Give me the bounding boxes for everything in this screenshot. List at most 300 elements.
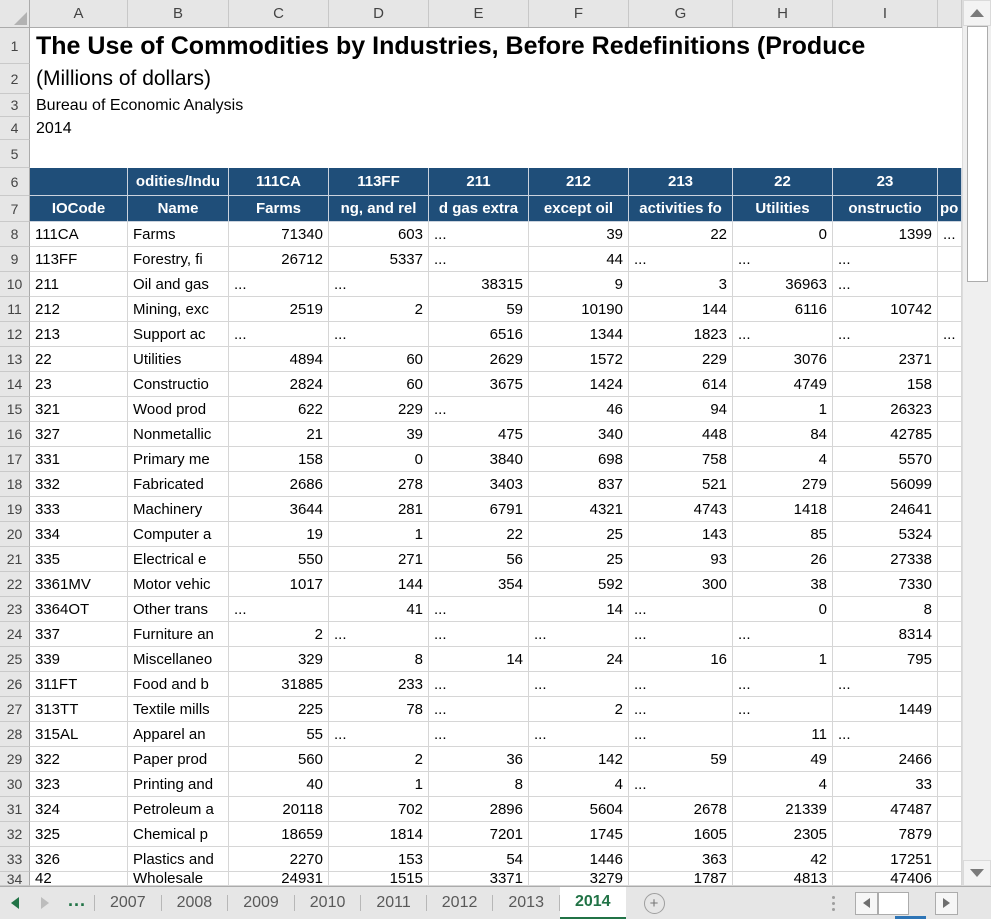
cell[interactable]: ... <box>733 322 833 347</box>
cell[interactable]: 339 <box>30 647 128 672</box>
cell[interactable]: ... <box>733 697 833 722</box>
cell[interactable]: 592 <box>529 572 629 597</box>
cell[interactable] <box>938 847 962 872</box>
cell[interactable]: 39 <box>329 422 429 447</box>
sheet-tab-2013[interactable]: 2013 <box>508 894 544 911</box>
cell[interactable]: 84 <box>733 422 833 447</box>
cell[interactable]: 3279 <box>529 872 629 886</box>
cell[interactable]: 113FF <box>30 247 128 272</box>
cell[interactable]: 8 <box>429 772 529 797</box>
cell[interactable]: ... <box>629 247 733 272</box>
cell[interactable]: 2 <box>229 622 329 647</box>
cell[interactable]: 3403 <box>429 472 529 497</box>
cell[interactable]: 329 <box>229 647 329 672</box>
cell[interactable]: ... <box>229 597 329 622</box>
cell[interactable]: 19 <box>229 522 329 547</box>
row-header[interactable]: 1 <box>0 28 30 64</box>
cell[interactable] <box>938 572 962 597</box>
cell[interactable]: 3 <box>629 272 733 297</box>
cell[interactable]: 281 <box>329 497 429 522</box>
row-header[interactable]: 21 <box>0 547 30 572</box>
cell[interactable]: 337 <box>30 622 128 647</box>
sheet-tab-2014[interactable]: 2014 <box>560 887 626 919</box>
cell[interactable]: ... <box>833 322 938 347</box>
cell[interactable]: 8 <box>833 597 938 622</box>
cell[interactable]: 38 <box>733 572 833 597</box>
cell[interactable]: 3675 <box>429 372 529 397</box>
cell[interactable]: ... <box>629 772 733 797</box>
cell[interactable] <box>938 672 962 697</box>
cell[interactable]: Plastics and <box>128 847 229 872</box>
cell[interactable]: 1424 <box>529 372 629 397</box>
cell[interactable]: ... <box>429 397 529 422</box>
cell[interactable]: 56 <box>429 547 529 572</box>
header-cell[interactable]: 22 <box>733 168 833 196</box>
cell[interactable]: 1823 <box>629 322 733 347</box>
row-header[interactable]: 19 <box>0 497 30 522</box>
cell[interactable]: 22 <box>629 222 733 247</box>
cell[interactable]: ... <box>429 697 529 722</box>
cell[interactable]: 2824 <box>229 372 329 397</box>
cell[interactable]: ... <box>329 722 429 747</box>
cell[interactable]: 44 <box>529 247 629 272</box>
row-header[interactable]: 34 <box>0 872 30 886</box>
cell[interactable]: 36963 <box>733 272 833 297</box>
cell[interactable]: 5604 <box>529 797 629 822</box>
cell[interactable]: 333 <box>30 497 128 522</box>
cell[interactable]: 31885 <box>229 672 329 697</box>
cell[interactable] <box>938 472 962 497</box>
cell[interactable]: 8 <box>329 647 429 672</box>
vertical-scroll-thumb[interactable] <box>967 26 988 282</box>
header-cell[interactable]: 212 <box>529 168 629 196</box>
cell[interactable]: 622 <box>229 397 329 422</box>
column-header[interactable]: E <box>429 0 529 27</box>
cell[interactable]: 11 <box>733 722 833 747</box>
scroll-down-button[interactable] <box>963 860 991 886</box>
cell[interactable]: ... <box>629 722 733 747</box>
header-cell[interactable]: 111CA <box>229 168 329 196</box>
subtitle-cell[interactable]: (Millions of dollars) <box>30 64 962 94</box>
cell[interactable]: 1 <box>329 522 429 547</box>
column-header[interactable]: C <box>229 0 329 27</box>
row-header[interactable]: 23 <box>0 597 30 622</box>
cell[interactable]: 60 <box>329 372 429 397</box>
cell[interactable]: 4 <box>733 447 833 472</box>
tab-scroll-left-button[interactable] <box>0 887 30 919</box>
cell[interactable]: 1399 <box>833 222 938 247</box>
cell[interactable]: 144 <box>329 572 429 597</box>
cell[interactable]: 16 <box>629 647 733 672</box>
cell[interactable]: Printing and <box>128 772 229 797</box>
cell[interactable]: Utilities <box>128 347 229 372</box>
cell[interactable] <box>938 397 962 422</box>
cell[interactable]: 24641 <box>833 497 938 522</box>
cell[interactable]: Food and b <box>128 672 229 697</box>
cell[interactable] <box>938 647 962 672</box>
header-cell[interactable]: 113FF <box>329 168 429 196</box>
cell[interactable] <box>938 447 962 472</box>
column-header[interactable]: G <box>629 0 733 27</box>
row-header[interactable]: 25 <box>0 647 30 672</box>
cell[interactable]: 1 <box>733 647 833 672</box>
cell[interactable]: ... <box>429 222 529 247</box>
cell[interactable]: Electrical e <box>128 547 229 572</box>
cell[interactable] <box>938 797 962 822</box>
header-cell[interactable]: ng, and rel <box>329 196 429 222</box>
cell[interactable]: 321 <box>30 397 128 422</box>
cell[interactable] <box>938 547 962 572</box>
cell[interactable]: 2629 <box>429 347 529 372</box>
cell[interactable]: 21339 <box>733 797 833 822</box>
cell[interactable]: 71340 <box>229 222 329 247</box>
column-header[interactable]: F <box>529 0 629 27</box>
cell[interactable]: ... <box>629 597 733 622</box>
cell[interactable]: 1344 <box>529 322 629 347</box>
cell[interactable]: ... <box>833 672 938 697</box>
cell[interactable]: 229 <box>329 397 429 422</box>
cell[interactable]: ... <box>229 272 329 297</box>
sheet-tab-2011[interactable]: 2011 <box>376 894 411 911</box>
title-cell[interactable]: The Use of Commodities by Industries, Before Redefinitions (Produce <box>30 28 962 64</box>
cell[interactable]: ... <box>429 672 529 697</box>
cell[interactable]: 4 <box>733 772 833 797</box>
cell[interactable]: ... <box>329 272 429 297</box>
cell[interactable] <box>938 522 962 547</box>
cell[interactable]: Machinery <box>128 497 229 522</box>
cell[interactable]: Textile mills <box>128 697 229 722</box>
cell[interactable] <box>938 697 962 722</box>
horizontal-scroll-track[interactable] <box>909 887 935 919</box>
cell[interactable]: 4743 <box>629 497 733 522</box>
cell[interactable]: 2 <box>529 697 629 722</box>
cell[interactable]: 4749 <box>733 372 833 397</box>
cell[interactable]: 56099 <box>833 472 938 497</box>
horizontal-scroll-thumb[interactable] <box>878 892 909 915</box>
header-cell[interactable]: 23 <box>833 168 938 196</box>
cell[interactable]: 0 <box>329 447 429 472</box>
cell[interactable]: 59 <box>629 747 733 772</box>
hscroll-left-button[interactable] <box>855 892 878 915</box>
cell[interactable] <box>938 272 962 297</box>
more-sheets-button[interactable]: ... <box>67 889 86 910</box>
cell[interactable]: 0 <box>733 222 833 247</box>
cell[interactable]: 25 <box>529 547 629 572</box>
row-header[interactable]: 6 <box>0 168 30 196</box>
cell[interactable]: 3840 <box>429 447 529 472</box>
cell[interactable]: ... <box>833 247 938 272</box>
cell[interactable]: 47487 <box>833 797 938 822</box>
cell[interactable]: Furniture an <box>128 622 229 647</box>
row-header[interactable]: 9 <box>0 247 30 272</box>
cell[interactable]: 334 <box>30 522 128 547</box>
cell[interactable]: 1 <box>733 397 833 422</box>
cell[interactable] <box>938 772 962 797</box>
cell[interactable]: 20118 <box>229 797 329 822</box>
header-cell[interactable] <box>938 168 962 196</box>
cell[interactable]: ... <box>329 622 429 647</box>
cell[interactable]: 40 <box>229 772 329 797</box>
cell[interactable]: ... <box>938 222 962 247</box>
cell[interactable]: 27338 <box>833 547 938 572</box>
cell[interactable]: 26323 <box>833 397 938 422</box>
row-header[interactable]: 14 <box>0 372 30 397</box>
cell[interactable]: 5324 <box>833 522 938 547</box>
cell[interactable]: 158 <box>229 447 329 472</box>
cell[interactable]: 2686 <box>229 472 329 497</box>
cell[interactable]: 313TT <box>30 697 128 722</box>
cell[interactable]: 23 <box>30 372 128 397</box>
header-cell[interactable]: onstructio <box>833 196 938 222</box>
cell[interactable]: 94 <box>629 397 733 422</box>
header-cell[interactable]: odities/Indu <box>128 168 229 196</box>
cell[interactable]: 49 <box>733 747 833 772</box>
cell[interactable]: 213 <box>30 322 128 347</box>
cell[interactable]: 448 <box>629 422 733 447</box>
cell[interactable]: 560 <box>229 747 329 772</box>
cell[interactable]: 211 <box>30 272 128 297</box>
header-cell[interactable]: except oil <box>529 196 629 222</box>
cell[interactable]: 93 <box>629 547 733 572</box>
cell[interactable]: 1446 <box>529 847 629 872</box>
cell[interactable]: 21 <box>229 422 329 447</box>
cell[interactable]: 324 <box>30 797 128 822</box>
cell[interactable]: Nonmetallic <box>128 422 229 447</box>
header-cell[interactable]: Name <box>128 196 229 222</box>
row-header[interactable]: 8 <box>0 222 30 247</box>
cell[interactable]: 212 <box>30 297 128 322</box>
header-cell[interactable]: Farms <box>229 196 329 222</box>
cell[interactable]: ... <box>833 722 938 747</box>
row-header[interactable]: 15 <box>0 397 30 422</box>
cell[interactable]: 521 <box>629 472 733 497</box>
cell[interactable]: ... <box>429 622 529 647</box>
row-header[interactable]: 30 <box>0 772 30 797</box>
cell[interactable]: ... <box>529 672 629 697</box>
cell[interactable]: Constructio <box>128 372 229 397</box>
cell[interactable]: 331 <box>30 447 128 472</box>
cell[interactable]: 3371 <box>429 872 529 886</box>
header-cell[interactable]: po <box>938 196 962 222</box>
row-header[interactable]: 24 <box>0 622 30 647</box>
cell[interactable]: 795 <box>833 647 938 672</box>
vertical-scrollbar[interactable] <box>962 0 991 886</box>
cell[interactable]: 354 <box>429 572 529 597</box>
hscroll-right-button[interactable] <box>935 892 958 915</box>
cell[interactable]: 1787 <box>629 872 733 886</box>
cell[interactable]: 10742 <box>833 297 938 322</box>
cell[interactable]: 6516 <box>429 322 529 347</box>
cell[interactable]: 47406 <box>833 872 938 886</box>
row-header[interactable]: 10 <box>0 272 30 297</box>
cell[interactable]: 26 <box>733 547 833 572</box>
cell[interactable]: 1572 <box>529 347 629 372</box>
cell[interactable]: 225 <box>229 697 329 722</box>
cell[interactable]: 6791 <box>429 497 529 522</box>
cell[interactable]: 14 <box>529 597 629 622</box>
cell[interactable]: 1 <box>329 772 429 797</box>
cell[interactable]: ... <box>229 322 329 347</box>
row-header[interactable]: 16 <box>0 422 30 447</box>
cell[interactable]: 279 <box>733 472 833 497</box>
cell[interactable] <box>938 372 962 397</box>
cell[interactable]: 7330 <box>833 572 938 597</box>
cell[interactable]: 36 <box>429 747 529 772</box>
cell[interactable]: Chemical p <box>128 822 229 847</box>
cell[interactable]: 758 <box>629 447 733 472</box>
cell[interactable]: 278 <box>329 472 429 497</box>
cell[interactable]: Primary me <box>128 447 229 472</box>
cell[interactable]: 4894 <box>229 347 329 372</box>
cell[interactable]: 1017 <box>229 572 329 597</box>
row-header[interactable]: 2 <box>0 64 30 94</box>
cell[interactable]: Forestry, fi <box>128 247 229 272</box>
cell[interactable]: 363 <box>629 847 733 872</box>
cell[interactable]: 22 <box>30 347 128 372</box>
cell[interactable]: 158 <box>833 372 938 397</box>
cell[interactable]: 144 <box>629 297 733 322</box>
cell[interactable] <box>30 140 962 168</box>
cell[interactable]: ... <box>529 622 629 647</box>
cell[interactable]: ... <box>429 597 529 622</box>
cell[interactable]: ... <box>733 622 833 647</box>
year-cell[interactable]: 2014 <box>30 117 962 140</box>
tab-scroll-right-button[interactable] <box>30 887 60 919</box>
sheet-tab-2012[interactable]: 2012 <box>441 894 478 911</box>
row-header[interactable]: 33 <box>0 847 30 872</box>
cell[interactable] <box>938 347 962 372</box>
cell[interactable]: 3644 <box>229 497 329 522</box>
cell[interactable]: 41 <box>329 597 429 622</box>
cell[interactable]: 3361MV <box>30 572 128 597</box>
row-header[interactable]: 7 <box>0 196 30 222</box>
cell[interactable]: ... <box>629 697 733 722</box>
cell[interactable]: Fabricated <box>128 472 229 497</box>
cell[interactable]: 42785 <box>833 422 938 447</box>
cell[interactable]: 142 <box>529 747 629 772</box>
cell[interactable]: 2466 <box>833 747 938 772</box>
cell[interactable]: 10190 <box>529 297 629 322</box>
cell[interactable]: 8314 <box>833 622 938 647</box>
select-all-corner[interactable] <box>0 0 30 27</box>
row-header[interactable]: 12 <box>0 322 30 347</box>
header-cell[interactable] <box>30 168 128 196</box>
cell[interactable]: Computer a <box>128 522 229 547</box>
cell[interactable]: 4813 <box>733 872 833 886</box>
sheet-tab-2009[interactable]: 2009 <box>243 894 279 911</box>
cell[interactable]: 698 <box>529 447 629 472</box>
cell[interactable]: Petroleum a <box>128 797 229 822</box>
cell[interactable]: ... <box>629 622 733 647</box>
cell[interactable]: 323 <box>30 772 128 797</box>
cell[interactable]: 3076 <box>733 347 833 372</box>
cell[interactable]: 6116 <box>733 297 833 322</box>
source-cell[interactable]: Bureau of Economic Analysis <box>30 94 962 117</box>
cell[interactable] <box>938 297 962 322</box>
cell[interactable]: 1814 <box>329 822 429 847</box>
header-cell[interactable]: 211 <box>429 168 529 196</box>
cell[interactable]: 327 <box>30 422 128 447</box>
sheet-tab-2007[interactable]: 2007 <box>110 894 146 911</box>
cell[interactable]: 325 <box>30 822 128 847</box>
cell[interactable]: 2371 <box>833 347 938 372</box>
cell[interactable]: 1745 <box>529 822 629 847</box>
row-header[interactable]: 28 <box>0 722 30 747</box>
cell[interactable]: Support ac <box>128 322 229 347</box>
cell[interactable] <box>938 722 962 747</box>
cell[interactable]: 46 <box>529 397 629 422</box>
cell[interactable]: 60 <box>329 347 429 372</box>
cell[interactable]: Mining, exc <box>128 297 229 322</box>
cell[interactable]: 1418 <box>733 497 833 522</box>
cell[interactable]: 311FT <box>30 672 128 697</box>
row-header[interactable]: 5 <box>0 140 30 168</box>
cell[interactable]: 18659 <box>229 822 329 847</box>
cell[interactable]: 24931 <box>229 872 329 886</box>
row-header[interactable]: 27 <box>0 697 30 722</box>
cell[interactable]: ... <box>733 672 833 697</box>
cell[interactable]: Wood prod <box>128 397 229 422</box>
row-header[interactable]: 13 <box>0 347 30 372</box>
header-cell[interactable]: 213 <box>629 168 733 196</box>
cell[interactable]: Other trans <box>128 597 229 622</box>
cell[interactable]: 2305 <box>733 822 833 847</box>
cell[interactable]: ... <box>833 272 938 297</box>
header-cell[interactable]: Utilities <box>733 196 833 222</box>
cell[interactable] <box>938 622 962 647</box>
cell[interactable]: 5337 <box>329 247 429 272</box>
cell[interactable]: 153 <box>329 847 429 872</box>
cell[interactable]: 340 <box>529 422 629 447</box>
cell[interactable]: 326 <box>30 847 128 872</box>
cell[interactable]: 78 <box>329 697 429 722</box>
row-header[interactable]: 31 <box>0 797 30 822</box>
cell[interactable]: 54 <box>429 847 529 872</box>
column-header[interactable]: I <box>833 0 938 27</box>
cell[interactable]: 9 <box>529 272 629 297</box>
cell[interactable]: 233 <box>329 672 429 697</box>
column-header[interactable]: A <box>30 0 128 27</box>
cell[interactable]: 2 <box>329 747 429 772</box>
cell[interactable]: 42 <box>30 872 128 886</box>
cell[interactable]: 59 <box>429 297 529 322</box>
row-header[interactable]: 32 <box>0 822 30 847</box>
cell[interactable]: Wholesale <box>128 872 229 886</box>
column-header-partial[interactable] <box>938 0 962 27</box>
cell[interactable]: 25 <box>529 522 629 547</box>
cell[interactable]: 332 <box>30 472 128 497</box>
cell[interactable]: 143 <box>629 522 733 547</box>
row-header[interactable]: 18 <box>0 472 30 497</box>
header-cell[interactable]: activities fo <box>629 196 733 222</box>
sheet-tab-2010[interactable]: 2010 <box>309 894 346 911</box>
cell[interactable]: 85 <box>733 522 833 547</box>
cell[interactable]: 24 <box>529 647 629 672</box>
cell[interactable]: 111CA <box>30 222 128 247</box>
cell[interactable]: 1515 <box>329 872 429 886</box>
cell[interactable]: ... <box>529 722 629 747</box>
cell[interactable]: 335 <box>30 547 128 572</box>
cell[interactable]: ... <box>429 247 529 272</box>
cell[interactable]: 1449 <box>833 697 938 722</box>
cell[interactable]: Farms <box>128 222 229 247</box>
cell[interactable]: ... <box>629 672 733 697</box>
cell[interactable]: 300 <box>629 572 733 597</box>
cell[interactable]: Apparel an <box>128 722 229 747</box>
row-header[interactable]: 29 <box>0 747 30 772</box>
cell[interactable]: 42 <box>733 847 833 872</box>
cell[interactable]: 475 <box>429 422 529 447</box>
